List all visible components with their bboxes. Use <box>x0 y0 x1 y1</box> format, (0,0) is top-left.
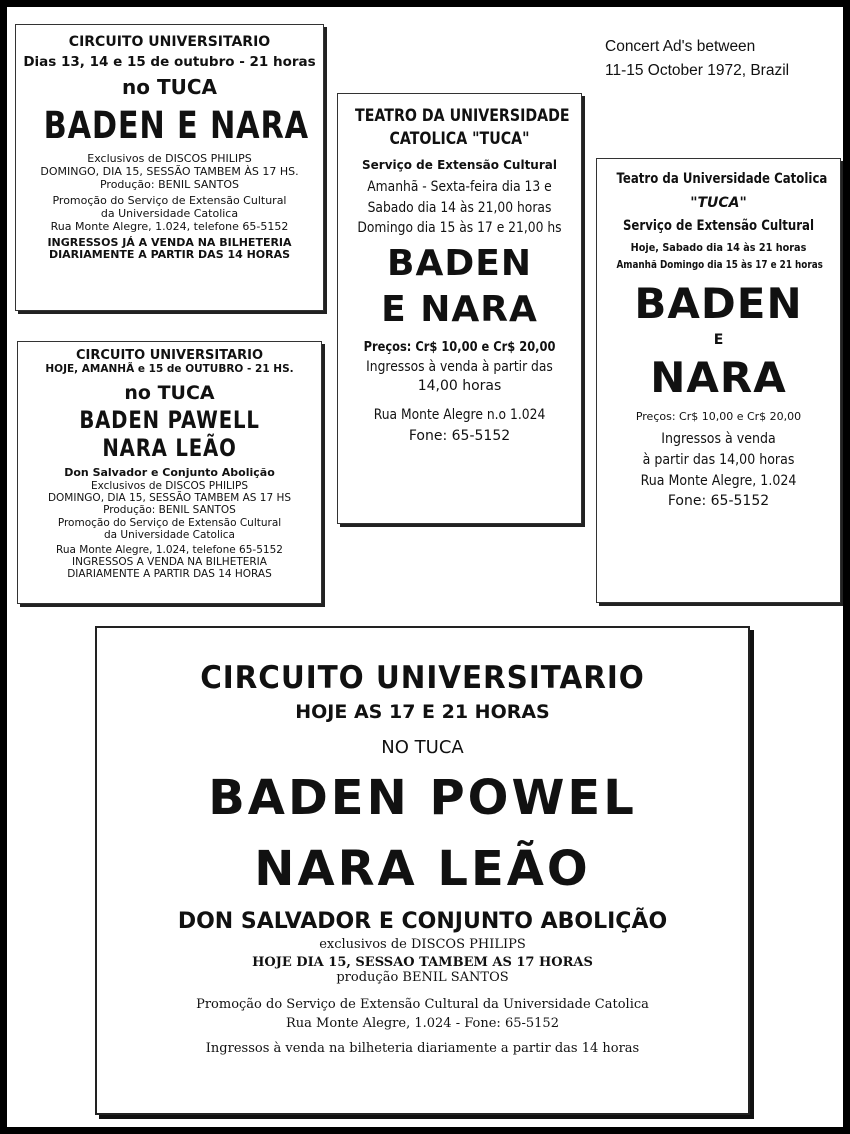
production: Produção: BENIL SANTOS <box>99 177 240 191</box>
guests: Don Salvador e Conjunto Abolição <box>64 465 275 479</box>
record-label: Exclusivos de DISCOS PHILIPS <box>90 479 249 492</box>
show-dates: Dias 13, 14 e 15 de outubro - 21 horas <box>23 53 316 70</box>
ad-circuito-large <box>95 626 750 1115</box>
schedule-line-2: Amanhã Domingo dia 15 às 17 e 21 horas <box>616 258 823 271</box>
tuca: "TUCA" <box>690 194 747 211</box>
series-title: CIRCUITO UNIVERSITARIO <box>75 348 263 363</box>
theatre-line-2: CATOLICA "TUCA" <box>389 129 530 149</box>
headline: BADEN E NARA <box>43 104 309 148</box>
tickets: Ingressos à venda na bilheteria diariamente a partir das 14 horas <box>205 1041 640 1057</box>
promotion-line-2: da Universidade Catolica <box>104 529 235 542</box>
venue: no TUCA <box>124 381 215 404</box>
theatre-line-1: TEATRO DA UNIVERSIDADE <box>355 106 570 125</box>
sale-line-1: Ingressos à venda <box>661 431 776 448</box>
promotion: Promoção do Serviço de Extensão Cultural da Universidade Catolica <box>196 997 649 1013</box>
tickets-line-1: INGRESSOS JÁ A VENDA NA BILHETERIA <box>47 235 292 249</box>
prices: Preços: Cr$ 10,00 e Cr$ 20,00 <box>635 409 802 423</box>
name-baden: BADEN <box>634 278 803 328</box>
ad-tuca-1 <box>337 93 582 524</box>
extra-show: DOMINGO, DIA 15, SESSÃO TAMBEM ÀS 17 HS. <box>40 164 299 178</box>
sale-line-2: 14,00 horas <box>417 378 502 395</box>
artist-1: BADEN POWEL <box>208 770 637 827</box>
theatre: Teatro da Universidade Catolica <box>616 171 828 187</box>
address: Rua Monte Alegre, 1.024, telefone 65-5152 <box>56 543 283 556</box>
conjunction: E <box>713 332 724 349</box>
schedule-line-2: Sabado dia 14 às 21,00 horas <box>367 199 552 216</box>
sale-line-1: Ingressos à venda à partir das <box>366 358 553 375</box>
service: Serviço de Extensão Cultural <box>362 157 557 172</box>
production: Produção: BENIL SANTOS <box>103 504 236 517</box>
address: Rua Monte Alegre, 1.024 - Fone: 65-5152 <box>286 1015 559 1031</box>
phone: Fone: 65-5152 <box>667 493 770 510</box>
schedule-line-1: Hoje, Sabado dia 14 às 21 horas <box>630 240 807 254</box>
tickets-line-2: DIARIAMENTE A PARTIR DAS 14 HORAS <box>48 248 291 262</box>
name-baden: BADEN <box>387 242 532 284</box>
venue: no TUCA <box>122 75 217 100</box>
promotion-line-2: da Universidade Catolica <box>100 206 239 220</box>
extra-show: HOJE DIA 15, SESSAO TAMBEM AS 17 HORAS <box>252 954 593 970</box>
ad-tuca-2 <box>596 158 841 603</box>
artist-2: NARA LEÃO <box>254 840 591 897</box>
record-label: exclusivos de DISCOS PHILIPS <box>319 937 526 953</box>
series-title: CIRCUITO UNIVERSITARIO <box>200 660 645 696</box>
sale-line-2: à partir das 14,00 horas <box>642 451 795 468</box>
series-title: CIRCUITO UNIVERSITARIO <box>68 34 271 50</box>
address: Rua Monte Alegre n.o 1.024 <box>373 406 546 423</box>
tickets-line-1: INGRESSOS A VENDA NA BILHETERIA <box>72 555 267 568</box>
guests: DON SALVADOR E CONJUNTO ABOLIÇÃO <box>177 909 668 935</box>
caption-line-1: Concert Ad's between <box>605 38 756 55</box>
show-dates: HOJE, AMANHÃ e 15 de OUTUBRO - 21 HS. <box>45 363 294 376</box>
artist-1: BADEN PAWELL <box>79 406 260 435</box>
name-nara: E NARA <box>381 289 538 331</box>
today-times: HOJE AS 17 E 21 HORAS <box>295 700 550 723</box>
ad-circuito-2 <box>17 341 322 604</box>
production: produção BENIL SANTOS <box>336 970 509 986</box>
venue: NO TUCA <box>381 736 464 758</box>
extra-show: DOMINGO, DIA 15, SESSÃO TAMBEM AS 17 HS <box>47 492 292 505</box>
schedule-line-1: Amanhã - Sexta-feira dia 13 e <box>367 179 552 196</box>
promotion-line-1: Promoção do Serviço de Extensão Cultural <box>52 193 287 207</box>
name-nara: NARA <box>650 352 787 402</box>
ad-circuito-1 <box>15 24 324 311</box>
scrapbook-page <box>7 7 843 1127</box>
phone: Fone: 65-5152 <box>408 428 511 445</box>
artist-2: NARA LEÃO <box>102 434 237 463</box>
record-label: Exclusivos de DISCOS PHILIPS <box>87 151 252 165</box>
address: Rua Monte Alegre, 1.024 <box>640 472 797 489</box>
caption <box>605 35 789 83</box>
promotion-line-1: Promoção do Serviço de Extensão Cultural <box>57 516 282 529</box>
prices: Preços: Cr$ 10,00 e Cr$ 20,00 <box>363 339 556 355</box>
service: Serviço de Extensão Cultural <box>622 218 815 235</box>
address: Rua Monte Alegre, 1.024, telefone 65-5152 <box>50 219 289 233</box>
caption-line-2: 11-15 October 1972, Brazil <box>605 62 790 79</box>
schedule-line-3: Domingo dia 15 às 17 e 21,00 hs <box>357 220 562 237</box>
tickets-line-2: DIARIAMENTE A PARTIR DAS 14 HORAS <box>67 568 272 581</box>
